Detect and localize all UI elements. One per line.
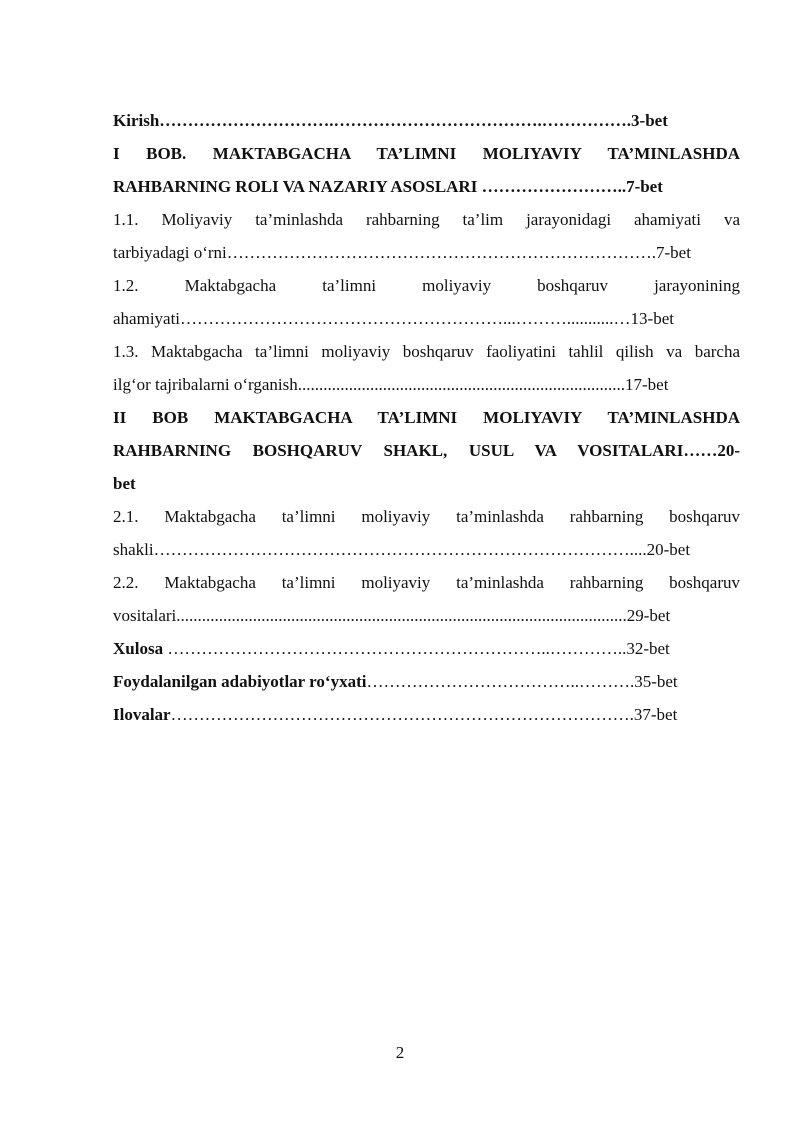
- toc-entry-label: 2.2. Maktabgacha ta’limni moliyaviy ta’minlashda rahbarning boshqaruv: [113, 573, 740, 592]
- toc-section-1-1-line-1[interactable]: [113, 203, 740, 236]
- toc-section-1-3-line-1[interactable]: [113, 335, 740, 368]
- toc-entry-label: vositalari..........................................................................................................29-bet: [113, 606, 671, 625]
- toc-entry-label: 1.1. Moliyaviy ta’minlashda rahbarning ta’lim jarayonidagi ahamiyati va: [113, 210, 740, 229]
- toc-entry-label: Kirish………………………….……………………………….…………….3-bet: [113, 111, 668, 130]
- page-number: 2: [395, 1043, 405, 1062]
- toc-section-1-1-line-2[interactable]: [113, 236, 740, 269]
- toc-section-2-1-line-1[interactable]: [113, 500, 740, 533]
- toc-entry-kirish[interactable]: [113, 104, 740, 137]
- toc-entry-label: Foydalanilgan adabiyotlar ro‘yxati: [113, 672, 367, 691]
- toc-entry-label: Ilovalar: [113, 705, 171, 724]
- toc-entry-ilovalar[interactable]: [113, 698, 740, 731]
- toc-section-1-3-line-2[interactable]: [113, 368, 740, 401]
- toc-entry-label: bet: [113, 474, 136, 493]
- toc-entry-leader-page: ……………………………………………………………………….37-bet: [170, 705, 678, 724]
- toc-section-2-1-line-2[interactable]: [113, 533, 740, 566]
- toc-section-2-2-line-2[interactable]: [113, 599, 740, 632]
- toc-entry-label: RAHBARNING BOSHQARUV SHAKL, USUL VA VOSITALARI……20-: [113, 441, 740, 460]
- toc-entry-label: RAHBARNING ROLI VA NAZARIY ASOSLARI ……………………..7-bet: [113, 177, 663, 196]
- toc-chapter-2-heading-line-1[interactable]: [113, 401, 740, 434]
- toc-chapter-1-heading-line-2[interactable]: [113, 170, 740, 203]
- table-of-contents: [113, 104, 740, 731]
- toc-entry-leader-page: ………………………………..……….35-bet: [366, 672, 678, 691]
- toc-entry-leader-page: …………………………………………………………..…………..32-bet: [163, 639, 670, 658]
- toc-entry-label: 1.3. Maktabgacha ta’limni moliyaviy boshqaruv faoliyatini tahlil qilish va barcha: [113, 342, 740, 361]
- toc-entry-label: tarbiyadagi o‘rni………………………………………………………………….7-bet: [113, 243, 691, 262]
- toc-entry-label: I BOB. MAKTABGACHA TA’LIMNI MOLIYAVIY TA’MINLASHDA: [113, 144, 740, 163]
- toc-entry-label: 1.2. Maktabgacha ta’limni moliyaviy boshqaruv jarayonining: [113, 276, 740, 295]
- toc-chapter-2-heading-line-2[interactable]: [113, 434, 740, 467]
- toc-chapter-2-heading-line-3[interactable]: [113, 467, 740, 500]
- toc-entry-label: 2.1. Maktabgacha ta’limni moliyaviy ta’minlashda rahbarning boshqaruv: [113, 507, 740, 526]
- toc-section-1-2-line-1[interactable]: [113, 269, 740, 302]
- toc-entry-label: Xulosa: [113, 639, 164, 658]
- toc-entry-label: ilg‘or tajribalarni o‘rganish.............................................................................17-bet: [113, 375, 669, 394]
- toc-entry-xulosa[interactable]: [113, 632, 740, 665]
- toc-chapter-1-heading-line-1[interactable]: [113, 137, 740, 170]
- toc-entry-label: shakli…………………………………………………………………………....20-bet: [113, 540, 691, 559]
- toc-section-1-2-line-2[interactable]: [113, 302, 740, 335]
- toc-entry-label: ahamiyati…………………………………………………...………...........…13-bet: [113, 309, 674, 328]
- toc-entry-label: II BOB MAKTABGACHA TA’LIMNI MOLIYAVIY TA’MINLASHDA: [113, 408, 740, 427]
- toc-section-2-2-line-1[interactable]: [113, 566, 740, 599]
- toc-entry-adabiyotlar[interactable]: [113, 665, 740, 698]
